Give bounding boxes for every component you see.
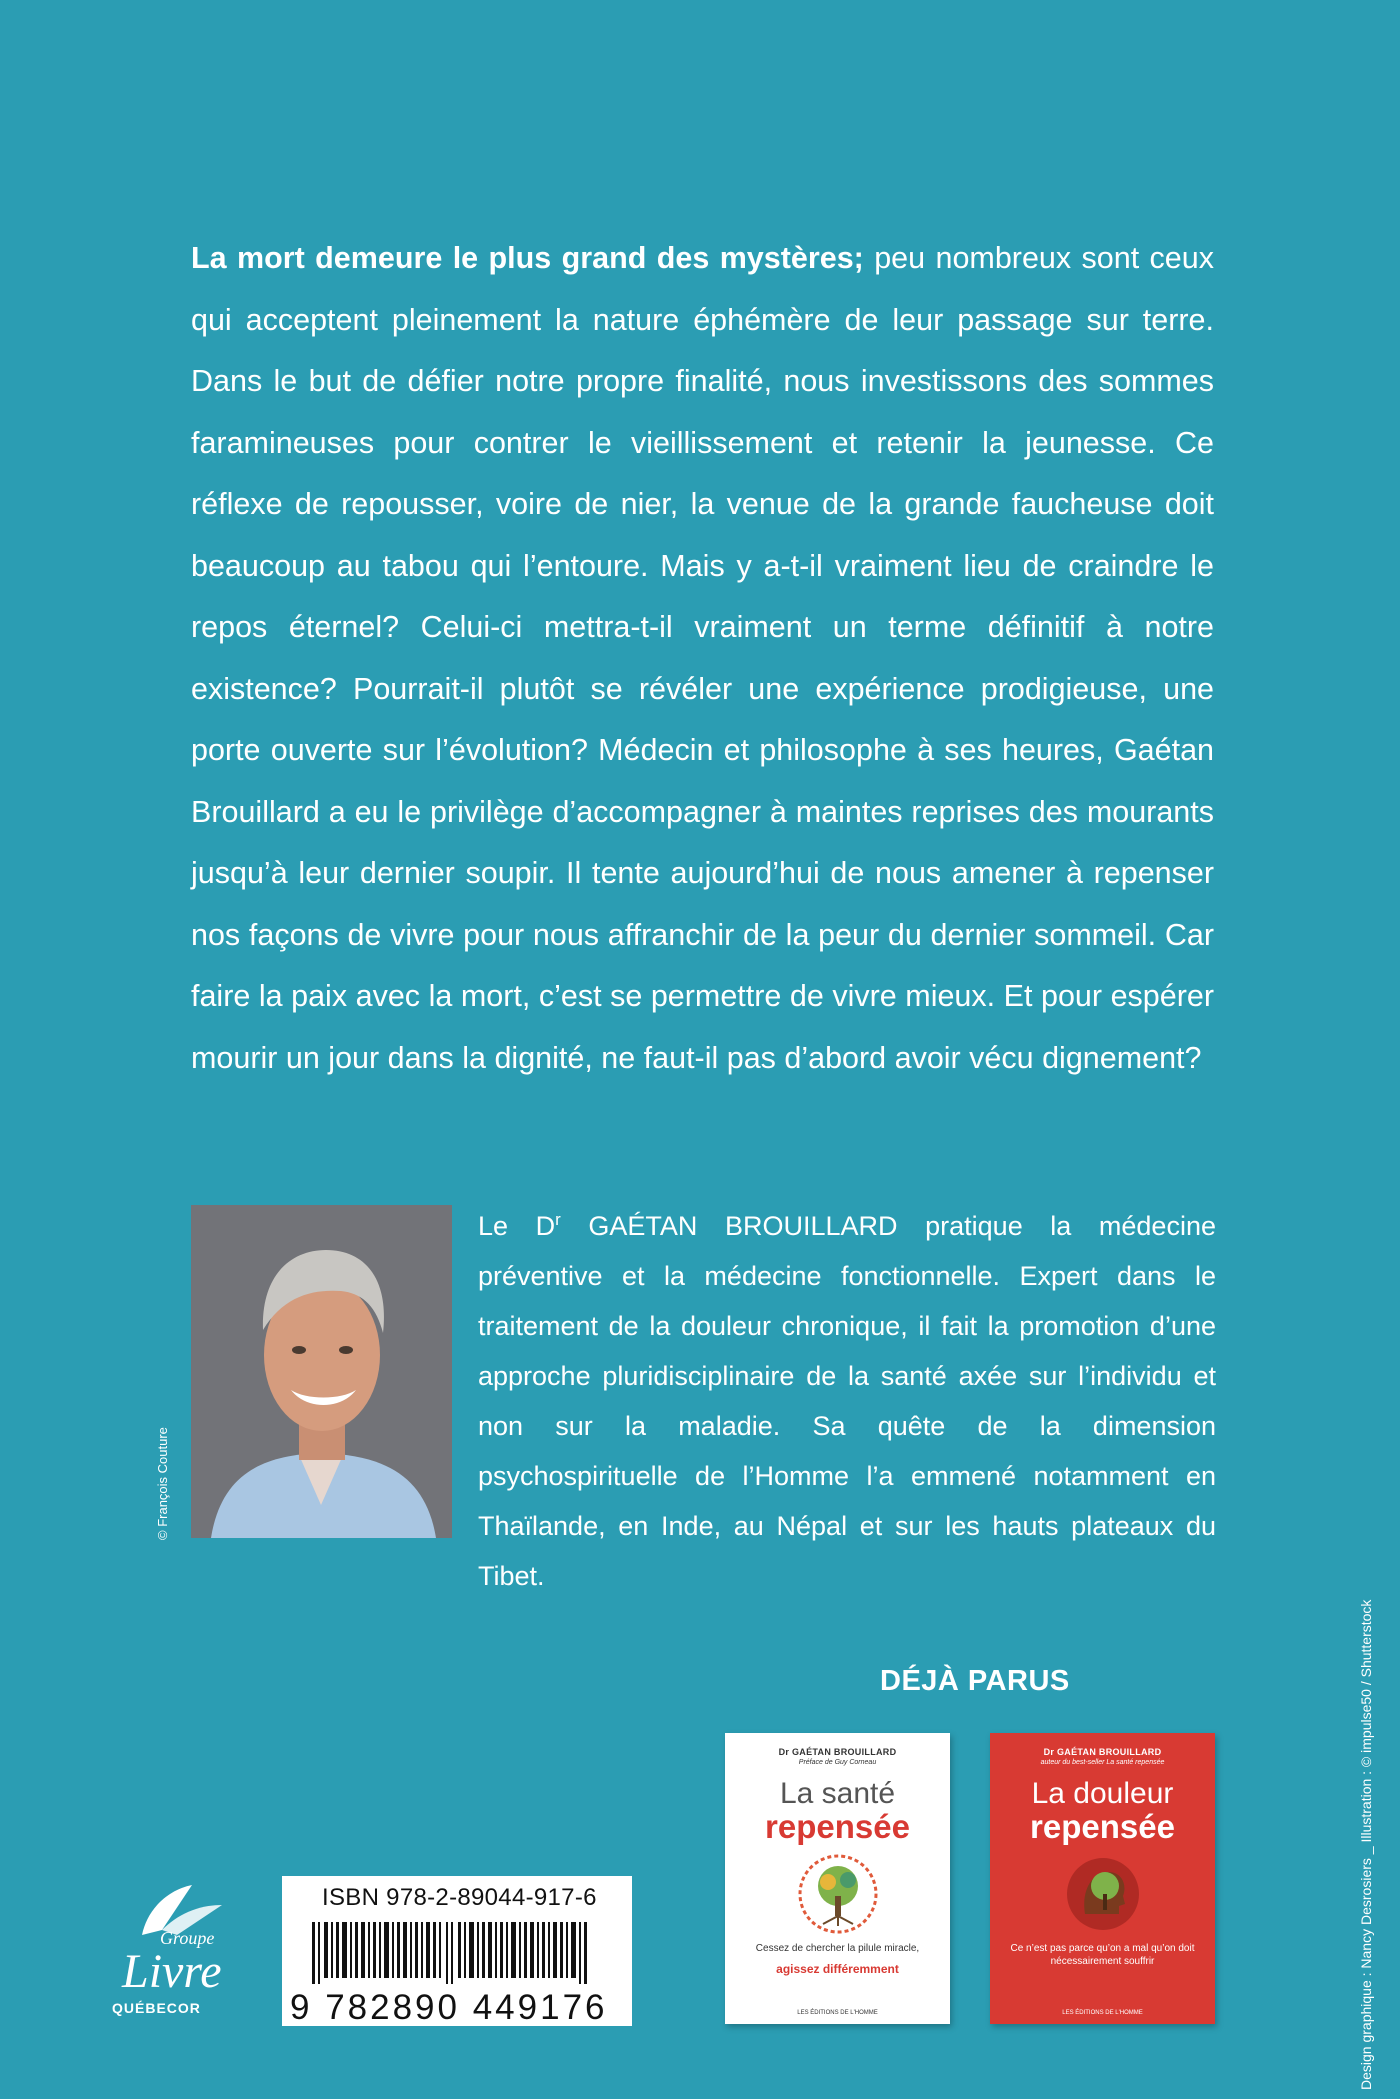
logo-groupe: Groupe: [160, 1928, 215, 1948]
blurb-text: peu nombreux sont ceux qui acceptent pleinement la nature éphémère de leur passage sur terre. Dans le but de défier notre propre finalité, nous investissons des sommes faramineuses pour contrer le vieillissement et retenir la jeunesse. Ce réflexe de repousser, voire de nier, la venue de la grande faucheuse doit beaucoup au tabou qui l’entoure. Mais y a-t-il vraiment lieu de craindre le repos éternel? Celui-ci mettra-t-il vraiment un terme définitif à notre existence? Pourrait-il plutôt se révéler une expérience prodigieuse, une porte ouverte sur l’évolution? Médecin et philosophe à ses heures, Gaétan Brouillard a eu le privilège d’accompagner à maintes reprises des mourants jusqu’à leur dernier soupir. Il tente aujourd’hui de nous amener à repenser nos façons de vivre pour nous affranchir de la peur du dernier sommeil. Car faire la paix avec la mort, c’est se permettre de vivre mieux. Et pour espérer mourir un jour dans la dignité, ne faut-il pas d’abord avoir vécu dignement?: [191, 241, 1214, 1075]
book-publisher: LES ÉDITIONS DE L'HOMME: [797, 2010, 878, 2016]
tree-icon: [798, 1854, 878, 1934]
photo-credit: © François Couture: [155, 1427, 170, 1540]
book-subtitle: Préface de Guy Corneau: [798, 1759, 877, 1766]
barcode-bars-icon: [296, 1922, 618, 1984]
groupe-livre-quebecor-logo: [82, 1880, 252, 2030]
book-subtitle: auteur du best-seller La santé repensée: [1040, 1759, 1165, 1766]
logo-quebecor: QUÉBECOR: [112, 2000, 201, 2016]
bio-prefix: Le D: [478, 1211, 556, 1241]
logo-livre: Livre: [122, 1945, 222, 1998]
head-tree-icon: [1063, 1854, 1143, 1934]
bio-text: pratique la médecine préventive et la médecine fonctionnelle. Expert dans le traitement de la douleur chronique, il fait la promotion d’une approche pluridisciplinaire de la santé axée sur l’individu et non sur la maladie. Sa quête de la dimension psychospirituelle de l’Homme l’a emmené notamment en Thaïlande, en Inde, au Népal et sur les hauts plateaux du Tibet.: [478, 1211, 1216, 1591]
book-title-line1: La santé: [779, 1777, 896, 1810]
book-cover-sante: [725, 1733, 950, 2024]
book-title-line1: La douleur: [1031, 1777, 1174, 1810]
book-title-line2: repensée: [765, 1808, 910, 1845]
author-name: GAÉTAN BROUILLARD: [560, 1211, 898, 1241]
design-credit: Design graphique : Nancy Desrosiers _ Illustration : © impulse50 / Shutterstock: [1358, 1599, 1374, 2090]
deja-parus-heading: DÉJÀ PARUS: [880, 1665, 1070, 1697]
book-author: Dr GAÉTAN BROUILLARD: [778, 1747, 897, 1757]
blurb-lead: La mort demeure le plus grand des mystères;: [191, 241, 864, 275]
book-tagline: Cessez de chercher la pilule miracle,: [755, 1943, 920, 1954]
isbn-text: ISBN 978-2-89044-917-6: [322, 1884, 597, 1911]
book-tagline-emph: agissez différemment: [776, 1962, 899, 1976]
book-publisher: LES ÉDITIONS DE L'HOMME: [1062, 2010, 1143, 2016]
blurb: [191, 228, 1214, 1089]
author-bio: [478, 1195, 1216, 1601]
author-portrait-icon: [191, 1205, 452, 1538]
barcode-digits: 9 782890 449176: [290, 1988, 608, 2027]
book-author: Dr GAÉTAN BROUILLARD: [1043, 1747, 1162, 1757]
book-title-line2: repensée: [1030, 1808, 1175, 1845]
bio-sup: r: [555, 1210, 561, 1229]
book-tagline: Ce n’est pas parce qu’on a mal qu’on doit nécessairement souffrir: [1010, 1943, 1195, 1967]
barcode: [282, 1876, 632, 2026]
book-cover-douleur: [990, 1733, 1215, 2024]
author-photo: [191, 1205, 452, 1538]
